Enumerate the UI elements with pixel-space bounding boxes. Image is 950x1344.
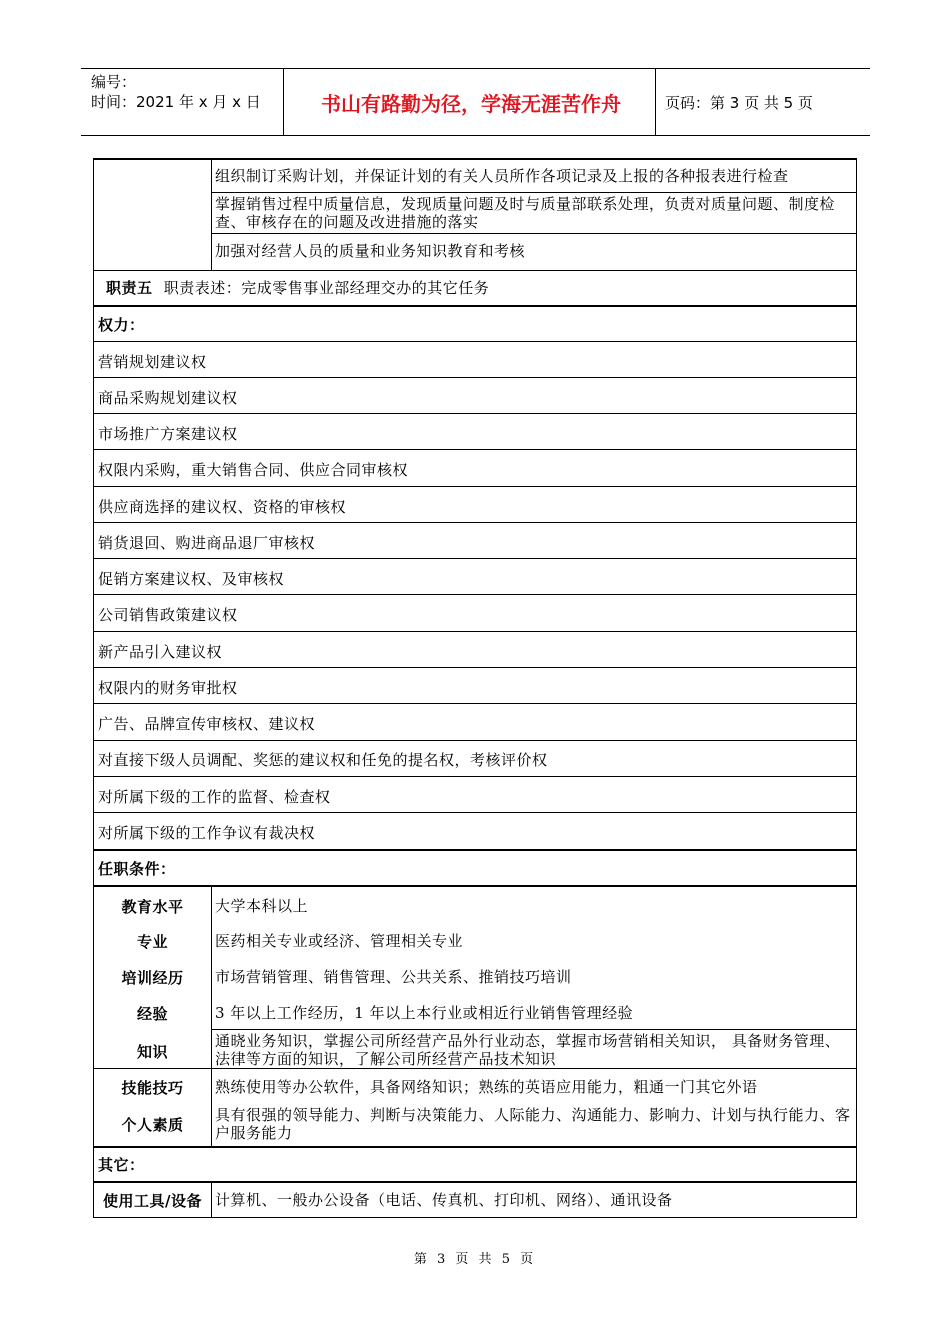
tools-value: 计算机、一般办公设备（电话、传真机、打印机、网络）、通讯设备: [215, 1191, 673, 1209]
row-divider: [94, 631, 856, 632]
row-divider: [94, 594, 856, 595]
qualifications-heading: 任职条件：: [98, 860, 176, 878]
page-footer: 第 3 页 共 5 页: [413, 1252, 537, 1267]
job-description-table: [93, 158, 857, 1218]
row-divider: [94, 377, 856, 378]
qual-label-divider: [211, 885, 212, 1146]
duty4-item: 组织制订采购计划，并保证计划的有关人员所作各项记录及上报的各种报表进行检查: [215, 167, 789, 185]
qual-value: 3 年以上工作经历，1 年以上本行业或相近行业销售管理经验: [215, 1004, 634, 1022]
section-divider: [94, 849, 856, 851]
row-divider: [211, 233, 856, 234]
header-motto: 书山有路勤为径，学海无涯苦作舟: [321, 91, 621, 116]
qual-label: 个人素质: [121, 1116, 184, 1134]
document-number-label: 编号：: [91, 73, 137, 91]
qual-value: 熟练使用等办公软件，具备网络知识；熟练的英语应用能力，粗通一门其它外语: [215, 1078, 758, 1096]
qual-label: 知识: [136, 1043, 168, 1061]
duty5-label: 职责五: [106, 279, 153, 297]
section-divider: [94, 1181, 856, 1183]
tools-label-divider: [211, 1181, 212, 1217]
table-top-border: [94, 158, 856, 160]
power-item: 权限内的财务审批权: [98, 679, 238, 697]
qual-label: 技能技巧: [121, 1079, 184, 1097]
power-item: 新产品引入建议权: [98, 643, 223, 661]
power-item: 商品采购规划建议权: [98, 389, 238, 407]
page-header: [81, 68, 870, 136]
power-item: 促销方案建议权、及审核权: [98, 570, 285, 588]
row-divider: [94, 740, 856, 741]
duty5-text: 职责表述：完成零售事业部经理交办的其它任务: [163, 279, 490, 297]
row-divider: [94, 812, 856, 813]
power-item: 对直接下级人员调配、奖惩的建议权和任免的提名权，考核评价权: [98, 751, 548, 769]
duty4-item: 加强对经营人员的质量和业务知识教育和考核: [215, 242, 526, 260]
powers-heading: 权力：: [98, 316, 145, 334]
power-item: 销货退回、购进商品退厂审核权: [98, 534, 316, 552]
section-divider: [94, 305, 856, 307]
qual-label: 培训经历: [121, 969, 184, 987]
header-divider: [283, 68, 284, 136]
section-divider: [94, 885, 856, 887]
header-page-info: 页码：第 3 页 共 5 页: [665, 93, 813, 112]
row-divider: [94, 558, 856, 559]
power-item: 公司销售政策建议权: [98, 606, 238, 624]
qual-value: 市场营销管理、销售管理、公共关系、推销技巧培训: [215, 968, 572, 986]
power-item: 权限内采购，重大销售合同、供应合同审核权: [98, 461, 409, 479]
row-divider: [94, 449, 856, 450]
power-item: 供应商选择的建议权、资格的审核权: [98, 498, 347, 516]
row-divider: [94, 413, 856, 414]
row-divider: [211, 1029, 856, 1030]
header-meta: [91, 72, 261, 112]
power-item: 广告、品牌宣传审核权、建议权: [98, 715, 316, 733]
document-time: 时间：2021 年 x 月 x 日: [91, 93, 261, 111]
qual-value: 大学本科以上: [215, 897, 309, 915]
power-item: 对所属下级的工作的监督、检查权: [98, 788, 331, 806]
row-divider: [94, 270, 856, 271]
row-divider: [94, 667, 856, 668]
other-heading: 其它：: [98, 1156, 145, 1174]
qual-label: 专业: [136, 933, 168, 951]
duty-label-divider: [211, 158, 212, 270]
row-divider: [94, 341, 856, 342]
power-item: 营销规划建议权: [98, 353, 207, 371]
row-divider: [211, 192, 856, 193]
row-divider: [94, 776, 856, 777]
duty4-item: 掌握销售过程中质量信息，发现质量问题及时与质量部联系处理，负责对质量问题、制度检查、审核存在的问题及改进措施的落实: [215, 195, 836, 231]
row-divider: [94, 486, 856, 487]
qual-value: 通晓业务知识，掌握公司所经营产品外行业动态，掌握市场营销相关知识， 具备财务管理、法律等方面的知识，了解公司所经营产品技术知识: [215, 1032, 841, 1068]
section-divider: [94, 1146, 856, 1148]
qual-value: 具有很强的领导能力、判断与决策能力、人际能力、沟通能力、影响力、计划与执行能力、客户服务能力: [215, 1106, 851, 1142]
row-divider: [94, 703, 856, 704]
row-divider: [94, 1068, 856, 1069]
power-item: 市场推广方案建议权: [98, 425, 238, 443]
row-divider: [94, 522, 856, 523]
power-item: 对所属下级的工作争议有裁决权: [98, 824, 316, 842]
duty5-row: [106, 279, 846, 297]
qual-label: 教育水平: [121, 898, 184, 916]
tools-label: 使用工具/设备: [103, 1192, 202, 1210]
qual-value: 医药相关专业或经济、管理相关专业: [215, 932, 464, 950]
qual-label: 经验: [136, 1005, 168, 1023]
